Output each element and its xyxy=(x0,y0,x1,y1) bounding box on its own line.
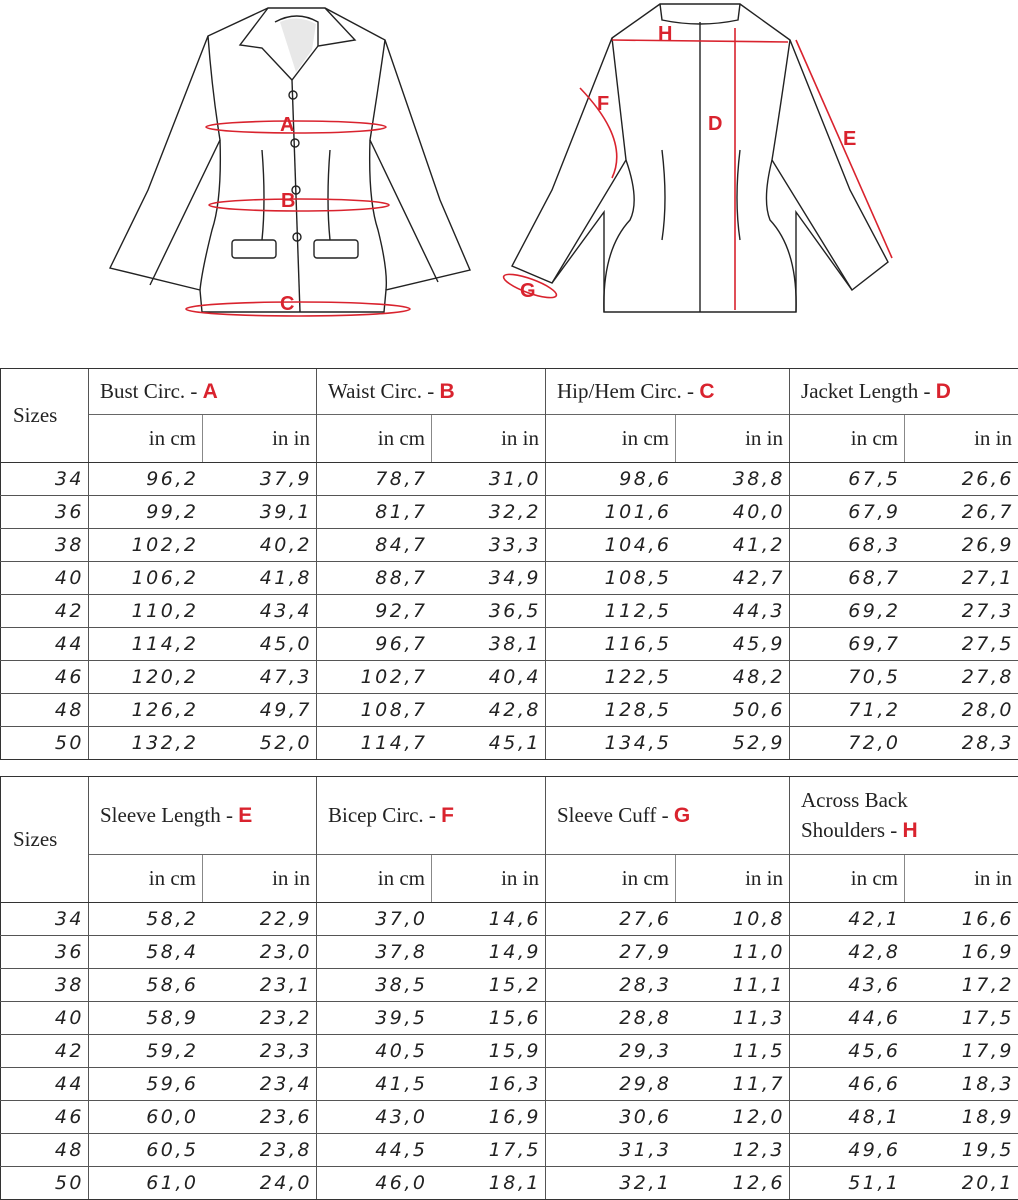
hem-circ-line xyxy=(186,302,410,316)
value-cell: 16,9 xyxy=(905,936,1018,969)
value-cell: 22,9 xyxy=(203,903,317,936)
value-cell: 41,5 xyxy=(317,1068,432,1101)
front-left-pocket xyxy=(232,240,276,258)
value-cell: 11,5 xyxy=(676,1035,790,1068)
table-row xyxy=(1,936,1018,969)
back-right-side xyxy=(766,160,796,312)
value-cell: 48,2 xyxy=(676,661,790,694)
table-row xyxy=(1,1134,1018,1167)
value-cell: 16,3 xyxy=(432,1068,546,1101)
bust-circ-header: Bust Circ. - A xyxy=(89,369,317,415)
value-cell: 30,6 xyxy=(546,1101,676,1134)
value-cell: 58,4 xyxy=(89,936,203,969)
value-cell: 12,0 xyxy=(676,1101,790,1134)
front-left-sleeve-seam xyxy=(150,36,220,285)
value-cell: 52,0 xyxy=(203,727,317,760)
value-cell: 33,3 xyxy=(432,529,546,562)
value-cell: 46,6 xyxy=(790,1068,905,1101)
value-cell: 29,8 xyxy=(546,1068,676,1101)
value-cell: 72,0 xyxy=(790,727,905,760)
value-cell: 50,6 xyxy=(676,694,790,727)
value-cell: 116,5 xyxy=(546,628,676,661)
value-cell: 96,2 xyxy=(89,463,203,496)
value-cell: 59,6 xyxy=(89,1068,203,1101)
value-cell: 122,5 xyxy=(546,661,676,694)
front-body-outline xyxy=(110,8,470,312)
size-cell: 38 xyxy=(1,969,89,1002)
value-cell: 128,5 xyxy=(546,694,676,727)
back-left-dart xyxy=(662,150,665,240)
value-cell: 44,5 xyxy=(317,1134,432,1167)
value-cell: 16,6 xyxy=(905,903,1018,936)
value-cell: 32,1 xyxy=(546,1167,676,1200)
size-cell: 36 xyxy=(1,496,89,529)
value-cell: 132,2 xyxy=(89,727,203,760)
value-cell: 31,3 xyxy=(546,1134,676,1167)
value-cell: 18,3 xyxy=(905,1068,1018,1101)
value-cell: 67,5 xyxy=(790,463,905,496)
value-cell: 28,0 xyxy=(905,694,1018,727)
value-cell: 11,7 xyxy=(676,1068,790,1101)
unit-header-cm: in cm xyxy=(790,415,905,463)
value-cell: 68,7 xyxy=(790,562,905,595)
value-cell: 31,0 xyxy=(432,463,546,496)
front-right-dart xyxy=(328,150,330,240)
value-cell: 26,6 xyxy=(905,463,1018,496)
value-cell: 27,9 xyxy=(546,936,676,969)
value-cell: 88,7 xyxy=(317,562,432,595)
jacket-length-header: Jacket Length - D xyxy=(790,369,1018,415)
size-cell: 34 xyxy=(1,903,89,936)
hip-hem-circ-header: Hip/Hem Circ. - C xyxy=(546,369,790,415)
value-cell: 38,8 xyxy=(676,463,790,496)
marker-c: C xyxy=(280,293,294,315)
value-cell: 39,5 xyxy=(317,1002,432,1035)
table-row xyxy=(1,463,1018,496)
value-cell: 28,3 xyxy=(546,969,676,1002)
value-cell: 17,5 xyxy=(905,1002,1018,1035)
size-cell: 38 xyxy=(1,529,89,562)
value-cell: 45,9 xyxy=(676,628,790,661)
value-cell: 27,3 xyxy=(905,595,1018,628)
value-cell: 28,3 xyxy=(905,727,1018,760)
unit-header-cm: in cm xyxy=(790,855,905,903)
value-cell: 69,2 xyxy=(790,595,905,628)
value-cell: 71,2 xyxy=(790,694,905,727)
value-cell: 10,8 xyxy=(676,903,790,936)
value-cell: 78,7 xyxy=(317,463,432,496)
value-cell: 58,2 xyxy=(89,903,203,936)
value-cell: 43,6 xyxy=(790,969,905,1002)
value-cell: 40,0 xyxy=(676,496,790,529)
unit-header-in: in in xyxy=(432,415,546,463)
size-cell: 42 xyxy=(1,595,89,628)
size-table-sleeves xyxy=(0,776,1018,1200)
table-row xyxy=(1,628,1018,661)
value-cell: 38,1 xyxy=(432,628,546,661)
value-cell: 18,9 xyxy=(905,1101,1018,1134)
value-cell: 60,0 xyxy=(89,1101,203,1134)
value-cell: 40,5 xyxy=(317,1035,432,1068)
value-cell: 46,0 xyxy=(317,1167,432,1200)
waist-circ-header: Waist Circ. - B xyxy=(317,369,546,415)
table-row xyxy=(1,595,1018,628)
table-row xyxy=(1,1035,1018,1068)
sizes-header: Sizes xyxy=(1,777,89,903)
value-cell: 38,5 xyxy=(317,969,432,1002)
value-cell: 45,1 xyxy=(432,727,546,760)
value-cell: 114,2 xyxy=(89,628,203,661)
value-cell: 42,8 xyxy=(432,694,546,727)
value-cell: 43,4 xyxy=(203,595,317,628)
value-cell: 12,6 xyxy=(676,1167,790,1200)
unit-header-in: in in xyxy=(203,855,317,903)
size-cell: 48 xyxy=(1,694,89,727)
size-cell: 34 xyxy=(1,463,89,496)
value-cell: 52,9 xyxy=(676,727,790,760)
value-cell: 120,2 xyxy=(89,661,203,694)
value-cell: 14,6 xyxy=(432,903,546,936)
value-cell: 23,6 xyxy=(203,1101,317,1134)
value-cell: 101,6 xyxy=(546,496,676,529)
sizes-header: Sizes xyxy=(1,369,89,463)
value-cell: 42,7 xyxy=(676,562,790,595)
value-cell: 23,1 xyxy=(203,969,317,1002)
value-cell: 43,0 xyxy=(317,1101,432,1134)
table-row xyxy=(1,1002,1018,1035)
value-cell: 44,6 xyxy=(790,1002,905,1035)
value-cell: 23,3 xyxy=(203,1035,317,1068)
value-cell: 16,9 xyxy=(432,1101,546,1134)
value-cell: 14,9 xyxy=(432,936,546,969)
value-cell: 67,9 xyxy=(790,496,905,529)
marker-b: B xyxy=(281,190,295,212)
waist-circ-line xyxy=(209,199,389,211)
marker-e: E xyxy=(843,128,856,150)
value-cell: 51,1 xyxy=(790,1167,905,1200)
value-cell: 17,5 xyxy=(432,1134,546,1167)
value-cell: 23,4 xyxy=(203,1068,317,1101)
value-cell: 39,1 xyxy=(203,496,317,529)
back-left-side xyxy=(604,160,634,312)
value-cell: 12,3 xyxy=(676,1134,790,1167)
value-cell: 104,6 xyxy=(546,529,676,562)
value-cell: 44,3 xyxy=(676,595,790,628)
size-cell: 50 xyxy=(1,1167,89,1200)
sleeve-cuff-header: Sleeve Cuff - G xyxy=(546,777,790,855)
table-row xyxy=(1,496,1018,529)
size-cell: 46 xyxy=(1,1101,89,1134)
jacket-measurement-diagram xyxy=(0,0,1018,340)
value-cell: 60,5 xyxy=(89,1134,203,1167)
value-cell: 29,3 xyxy=(546,1035,676,1068)
back-collar xyxy=(660,4,740,24)
value-cell: 59,2 xyxy=(89,1035,203,1068)
unit-header-in: in in xyxy=(905,855,1018,903)
front-left-dart xyxy=(262,150,264,240)
value-cell: 26,9 xyxy=(905,529,1018,562)
unit-header-cm: in cm xyxy=(89,855,203,903)
size-cell: 50 xyxy=(1,727,89,760)
value-cell: 112,5 xyxy=(546,595,676,628)
size-cell: 44 xyxy=(1,1068,89,1101)
value-cell: 27,8 xyxy=(905,661,1018,694)
value-cell: 70,5 xyxy=(790,661,905,694)
size-cell: 40 xyxy=(1,1002,89,1035)
value-cell: 15,9 xyxy=(432,1035,546,1068)
front-right-side-seam xyxy=(370,140,387,290)
value-cell: 15,6 xyxy=(432,1002,546,1035)
value-cell: 40,2 xyxy=(203,529,317,562)
shoulder-width-line xyxy=(612,40,788,42)
value-cell: 18,1 xyxy=(432,1167,546,1200)
table-row xyxy=(1,694,1018,727)
value-cell: 17,9 xyxy=(905,1035,1018,1068)
table-row xyxy=(1,529,1018,562)
value-cell: 20,1 xyxy=(905,1167,1018,1200)
unit-header-in: in in xyxy=(432,855,546,903)
unit-header-in: in in xyxy=(676,855,790,903)
value-cell: 47,3 xyxy=(203,661,317,694)
value-cell: 42,8 xyxy=(790,936,905,969)
value-cell: 98,6 xyxy=(546,463,676,496)
marker-g: G xyxy=(520,280,536,302)
value-cell: 24,0 xyxy=(203,1167,317,1200)
value-cell: 27,1 xyxy=(905,562,1018,595)
value-cell: 40,4 xyxy=(432,661,546,694)
value-cell: 45,0 xyxy=(203,628,317,661)
value-cell: 15,2 xyxy=(432,969,546,1002)
value-cell: 17,2 xyxy=(905,969,1018,1002)
value-cell: 114,7 xyxy=(317,727,432,760)
marker-a: A xyxy=(280,114,294,136)
table-row xyxy=(1,903,1018,936)
value-cell: 41,2 xyxy=(676,529,790,562)
value-cell: 37,0 xyxy=(317,903,432,936)
bust-circ-line xyxy=(206,121,386,133)
bicep-circ-header: Bicep Circ. - F xyxy=(317,777,546,855)
value-cell: 37,8 xyxy=(317,936,432,969)
value-cell: 61,0 xyxy=(89,1167,203,1200)
value-cell: 32,2 xyxy=(432,496,546,529)
value-cell: 42,1 xyxy=(790,903,905,936)
value-cell: 106,2 xyxy=(89,562,203,595)
value-cell: 110,2 xyxy=(89,595,203,628)
table-row xyxy=(1,727,1018,760)
size-cell: 42 xyxy=(1,1035,89,1068)
size-cell: 40 xyxy=(1,562,89,595)
value-cell: 19,5 xyxy=(905,1134,1018,1167)
value-cell: 36,5 xyxy=(432,595,546,628)
value-cell: 102,7 xyxy=(317,661,432,694)
value-cell: 26,7 xyxy=(905,496,1018,529)
size-table-body xyxy=(0,368,1018,760)
marker-d: D xyxy=(708,113,722,135)
unit-header-in: in in xyxy=(676,415,790,463)
unit-header-cm: in cm xyxy=(317,855,432,903)
table-row xyxy=(1,1101,1018,1134)
table-row xyxy=(1,661,1018,694)
button xyxy=(291,139,299,147)
value-cell: 102,2 xyxy=(89,529,203,562)
value-cell: 27,6 xyxy=(546,903,676,936)
value-cell: 28,8 xyxy=(546,1002,676,1035)
size-cell: 46 xyxy=(1,661,89,694)
unit-header-cm: in cm xyxy=(317,415,432,463)
value-cell: 45,6 xyxy=(790,1035,905,1068)
table-row xyxy=(1,1068,1018,1101)
value-cell: 48,1 xyxy=(790,1101,905,1134)
size-cell: 44 xyxy=(1,628,89,661)
jacket-front-view xyxy=(110,8,470,312)
value-cell: 99,2 xyxy=(89,496,203,529)
value-cell: 58,6 xyxy=(89,969,203,1002)
unit-header-cm: in cm xyxy=(89,415,203,463)
value-cell: 23,8 xyxy=(203,1134,317,1167)
marker-h: H xyxy=(658,23,672,45)
value-cell: 23,2 xyxy=(203,1002,317,1035)
front-left-side-seam xyxy=(200,140,220,290)
value-cell: 134,5 xyxy=(546,727,676,760)
front-right-pocket xyxy=(314,240,358,258)
value-cell: 11,3 xyxy=(676,1002,790,1035)
value-cell: 27,5 xyxy=(905,628,1018,661)
value-cell: 69,7 xyxy=(790,628,905,661)
value-cell: 34,9 xyxy=(432,562,546,595)
value-cell: 11,0 xyxy=(676,936,790,969)
value-cell: 41,8 xyxy=(203,562,317,595)
table-row xyxy=(1,969,1018,1002)
table-row xyxy=(1,562,1018,595)
value-cell: 11,1 xyxy=(676,969,790,1002)
sleeve-length-header: Sleeve Length - E xyxy=(89,777,317,855)
value-cell: 84,7 xyxy=(317,529,432,562)
value-cell: 23,0 xyxy=(203,936,317,969)
value-cell: 37,9 xyxy=(203,463,317,496)
value-cell: 92,7 xyxy=(317,595,432,628)
value-cell: 108,7 xyxy=(317,694,432,727)
front-right-sleeve-seam xyxy=(370,40,438,282)
value-cell: 126,2 xyxy=(89,694,203,727)
value-cell: 108,5 xyxy=(546,562,676,595)
value-cell: 58,9 xyxy=(89,1002,203,1035)
table-row xyxy=(1,1167,1018,1200)
size-cell: 36 xyxy=(1,936,89,969)
unit-header-cm: in cm xyxy=(546,855,676,903)
unit-header-in: in in xyxy=(203,415,317,463)
unit-header-cm: in cm xyxy=(546,415,676,463)
value-cell: 49,7 xyxy=(203,694,317,727)
jacket-back-view xyxy=(512,4,888,312)
across-back-shoulders-header: Across Back Shoulders - H xyxy=(790,777,1018,855)
back-right-dart xyxy=(737,150,740,240)
front-neck-fill xyxy=(280,18,316,72)
value-cell: 96,7 xyxy=(317,628,432,661)
value-cell: 68,3 xyxy=(790,529,905,562)
value-cell: 49,6 xyxy=(790,1134,905,1167)
marker-f: F xyxy=(597,93,609,115)
unit-header-in: in in xyxy=(905,415,1018,463)
value-cell: 81,7 xyxy=(317,496,432,529)
size-cell: 48 xyxy=(1,1134,89,1167)
